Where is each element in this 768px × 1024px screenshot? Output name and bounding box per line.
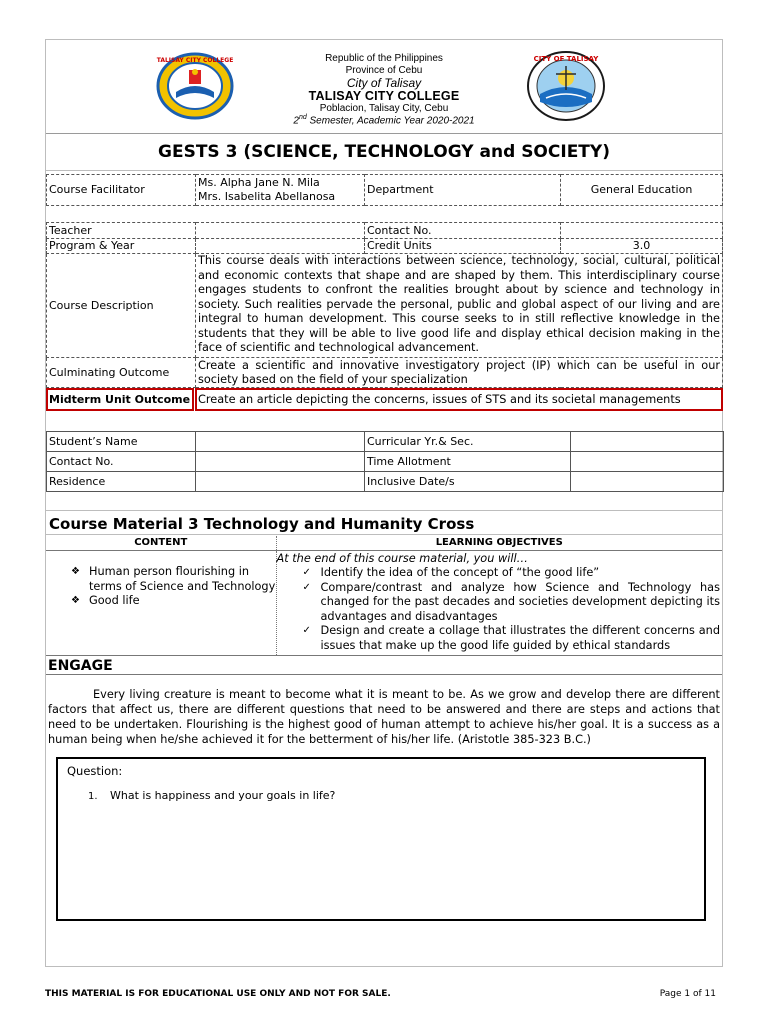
content-item: ❖ Human person flourishing in terms of Science and Technology [71,565,276,593]
objective-item: ✓ Compare/contrast and analyze how Science and Technology has changed for the past decades and societies development depicting its advantages and disadvantages [302,580,720,623]
department-label: Department [365,175,561,206]
facilitator-name-1: Ms. Alpha Jane N. Mila [198,176,320,189]
program-value [196,239,365,254]
credit-value: 3.0 [561,239,723,254]
contact-value [561,223,723,239]
checkmark-icon: ✓ [302,625,311,636]
student-name-label: Student’s Name [47,432,196,452]
credit-label: Credit Units [365,239,561,254]
culminating-label: Culminating Outcome [47,358,196,388]
college-name: TALISAY CITY COLLEGE [308,89,460,103]
content-objectives-table [46,536,722,655]
semester-text: Semester, Academic Year 2020-2021 [306,115,475,127]
diamond-bullet-icon: ❖ [71,595,80,606]
diamond-bullet-icon: ❖ [71,566,80,577]
province-line: Province of Cebu [345,65,423,76]
content-cell [46,551,276,655]
question-item [88,789,335,802]
svg-text:CITY OF TALISAY: CITY OF TALISAY [533,55,599,63]
midterm-outcome-label: Midterm Unit Outcome [46,388,194,411]
inclusive-dates-value[interactable] [571,472,724,492]
student-info-table [46,431,724,492]
objectives-list [301,566,721,653]
program-label: Program & Year [47,239,196,254]
department-value: General Education [561,175,723,206]
objectives-intro: At the end of this course material, you will… [276,552,528,565]
residence-value[interactable] [196,472,365,492]
time-allotment-value[interactable] [571,452,724,472]
teacher-label: Teacher [47,223,196,239]
content-list [69,565,276,609]
teacher-value [196,223,365,239]
semester-suffix: nd [298,114,307,121]
residence-label: Residence [47,472,196,492]
question-text: What is happiness and your goals in life? [110,789,336,802]
objective-item: ✓ Design and create a collage that illustrates the different concerns and issues that make up the good life guided by ethical standards [302,624,720,652]
checkmark-icon: ✓ [302,567,311,578]
course-material-title: Course Material 3 Technology and Humanity Cross [46,510,722,535]
engage-paragraph: Every living creature is meant to become what it is meant to be. As we grow and develop there are different factors that affect us, there are different questions that need to be answered and there are steps and actions that need to be undertaken. Flourishing is the highest good of human attempt to achieve his/her goal. It is a success as a human being when he/she achieved it for the betterment of his/her life. (Aristotle 385-323 B.C.) [48,688,720,746]
address-line: Poblacion, Talisay City, Cebu [319,103,449,114]
question-number: 1. [88,791,98,802]
engage-heading: ENGAGE [46,655,722,675]
objectives-cell [276,551,722,655]
objective-item: ✓ Identify the idea of the concept of “the good life” [302,566,600,579]
semester-number: 2 [293,115,299,127]
description-label: Course Description [47,254,196,358]
objectives-header: LEARNING OBJECTIVES [276,536,722,551]
republic-line: Republic of the Philippines [325,53,443,64]
document-header [46,40,722,134]
page-number: Page 1 of 11 [659,989,716,999]
checkmark-icon: ✓ [302,581,311,593]
svg-text:TALISAY CITY COLLEGE: TALISAY CITY COLLEGE [156,57,234,64]
facilitator-table [46,174,723,206]
content-item: ❖ Good life [71,594,140,607]
semester-line [46,114,722,126]
facilitator-names [196,175,365,206]
course-info-table [46,222,723,388]
city-line: City of Talisay [346,76,422,90]
facilitator-label: Course Facilitator [47,175,196,206]
course-title: GESTS 3 (SCIENCE, TECHNOLOGY and SOCIETY) [46,134,722,171]
facilitator-name-2: Mrs. Isabelita Abellanosa [198,190,336,203]
culminating-text: Create a scientific and innovative investigatory project (IP) which can be useful in our society based on the field of your specialization [196,358,723,388]
time-allotment-label: Time Allotment [365,452,571,472]
inclusive-dates-label: Inclusive Date/s [365,472,571,492]
description-text: This course deals with interactions between science, technology, social, cultural, political and economic contexts that shape and are shaped by them. This interdisciplinary course engages students to confront the realities brought about by science and technology in society. Such realities pervade the personal, public and global aspect of our living and are integral to human development. This course seeks to in still reflective knowledge in the students that they will be able to live good life and display ethical decision making in the face of scientific and technological advancement. [196,254,723,358]
question-box [56,757,706,921]
contact-label: Contact No. [365,223,561,239]
student-contact-label: Contact No. [47,452,196,472]
student-contact-value[interactable] [196,452,365,472]
content-header: CONTENT [46,536,276,551]
midterm-outcome-text: Create an article depicting the concerns, issues of STS and its societal managements [195,388,723,411]
question-label: Question: [67,764,123,778]
curricular-value[interactable] [571,432,724,452]
student-name-value[interactable] [196,432,365,452]
footer-disclaimer: THIS MATERIAL IS FOR EDUCATIONAL USE ONLY AND NOT FOR SALE. [45,989,391,999]
curricular-label: Curricular Yr.& Sec. [365,432,571,452]
